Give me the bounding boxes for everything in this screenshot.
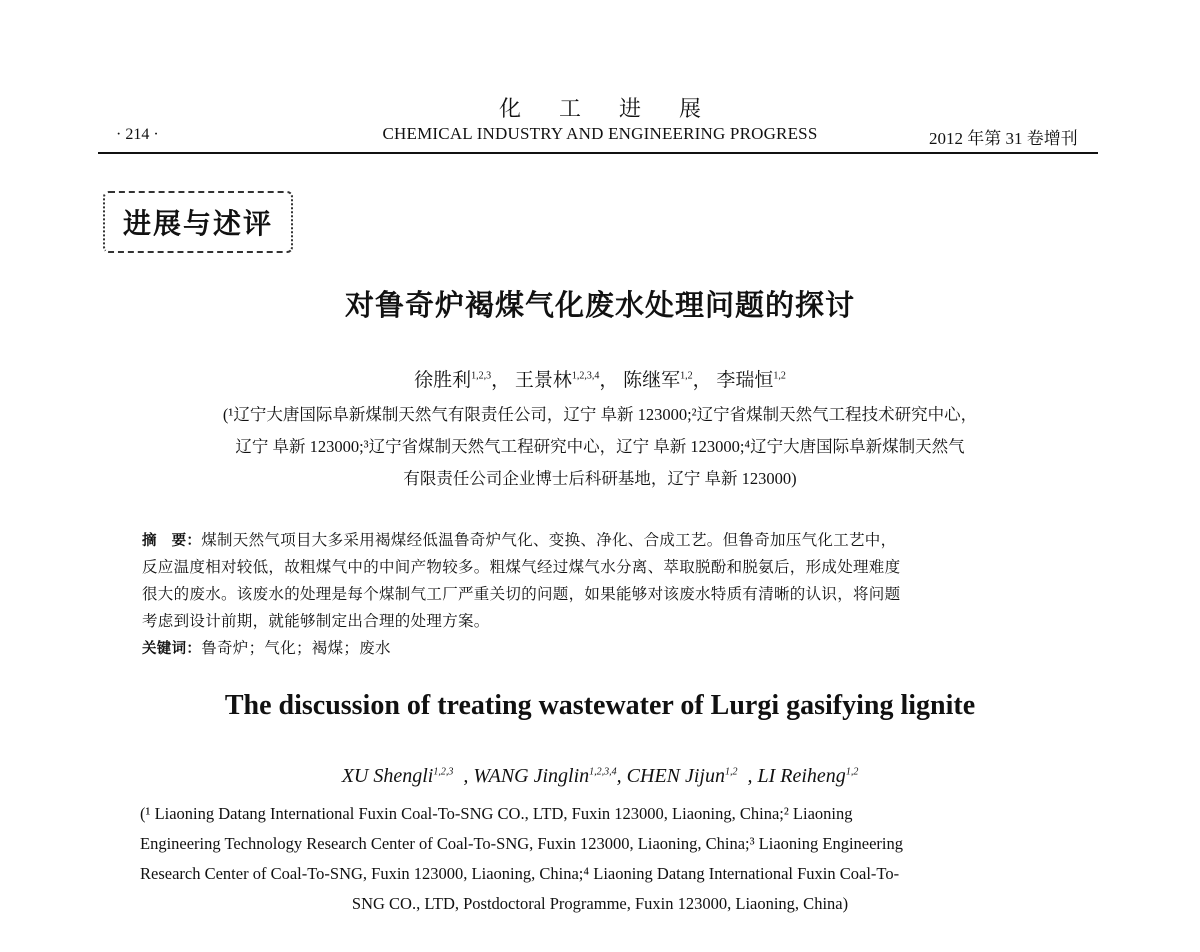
affiliation-en-line: SNG CO., LTD, Postdoctoral Programme, Fuxin 123000, Liaoning, China)	[351, 894, 849, 913]
author-affil-sup: 1,2	[680, 370, 693, 382]
abstract-text: 煤制天然气项目大多采用褐煤经低温鲁奇炉气化、变换、净化、合成工艺。但鲁奇加压气化工艺中，	[201, 532, 897, 549]
abstract-label: 摘 要：	[142, 533, 202, 549]
journal-title-en: CHEMICAL INDUSTRY AND ENGINEERING PROGRESS	[382, 124, 818, 143]
authors-en: XU Shengli$^{1,2,3}$ , WANG Jinglin$^{1,2,3,4}$, CHEN Jijun$^{1,2}$ , LI Reiheng$^{1,2}$	[341, 765, 859, 787]
author-name: LI Reiheng	[757, 765, 846, 787]
affiliation-cn-line: 有限责任公司企业博士后科研基地，辽宁 阜新 123000)	[403, 469, 797, 488]
keywords-text: 鲁奇炉；气化；褐煤；废水	[201, 640, 391, 657]
author-affil-sup: 1,2,3,4	[571, 370, 600, 382]
affiliation-en-line: Research Center of Coal-To-SNG, Fuxin 123000, Liaoning, China;⁴ Liaoning Datang International Fuxin Coal-To-	[140, 864, 900, 883]
author-affil-sup: 1,2,3	[433, 766, 454, 778]
abstract-line: 考虑到设计前期，就能够制定出合理的处理方案。	[142, 613, 490, 630]
section-label: 进展与述评	[122, 207, 273, 240]
affiliation-en-line: (¹ Liaoning Datang International Fuxin Coal-To-SNG CO., LTD, Fuxin 123000, Liaoning, China;² Liaoning	[140, 804, 853, 823]
author-affil-sup: 1,2,3	[471, 370, 492, 382]
abstract-line: 很大的废水。该废水的处理是每个煤制气工厂严重关切的问题，如果能够对该废水特质有清晰的认识，将问题	[142, 586, 901, 603]
affiliation-cn-line: 辽宁 阜新 123000;³辽宁省煤制天然气工程研究中心，辽宁 阜新 123000;⁴辽宁大唐国际阜新煤制天然气	[235, 437, 965, 456]
author-name: WANG Jinglin	[473, 765, 590, 787]
page-number: · 214 ·	[116, 126, 159, 143]
article-title-en: The discussion of treating wastewater of Lurgi gasifying lignite	[224, 690, 976, 721]
keywords-label: 关键词：	[142, 641, 202, 657]
header-rule	[98, 152, 1098, 154]
author-affil-sup: 1,2,3,4	[589, 766, 617, 778]
author-separator: ，	[692, 370, 712, 391]
affiliation-cn-line: (¹辽宁大唐国际阜新煤制天然气有限责任公司，辽宁 阜新 123000;²辽宁省煤制天然气工程技术研究中心，	[222, 405, 978, 424]
author-name: XU Shengli	[341, 765, 434, 787]
author-name: 徐胜利	[414, 370, 472, 391]
keywords	[142, 636, 1062, 658]
abstract-line	[142, 528, 1062, 550]
abstract-line: 反应温度相对较低，故粗煤气中的中间产物较多。粗煤气经过煤气水分离、萃取脱酚和脱氨后，形成处理难度	[142, 559, 901, 576]
author-separator: ，	[491, 370, 511, 391]
author-separator: ，	[599, 370, 619, 391]
authors-cn	[0, 365, 1200, 392]
section-stamp	[103, 191, 293, 253]
author-name: CHEN Jijun	[626, 765, 725, 787]
affiliation-en-line: Engineering Technology Research Center of Coal-To-SNG, Fuxin 123000, Liaoning, China;³ Liaoning Engineering	[140, 834, 904, 853]
article-title-cn: 对鲁奇炉褐煤气化废水处理问题的探讨	[344, 288, 855, 322]
journal-title-cn: 化工进展	[498, 96, 739, 121]
author-name: 李瑞恒	[716, 370, 774, 391]
author-affil-sup: 1,2	[773, 370, 786, 382]
author-affil-sup: 1,2	[845, 766, 859, 778]
author-name: 陈继军	[623, 370, 681, 391]
issue-info: 2012 年第 31 卷增刊	[929, 129, 1078, 148]
author-name: 王景林	[514, 370, 572, 391]
author-affil-sup: 1,2	[725, 766, 738, 778]
